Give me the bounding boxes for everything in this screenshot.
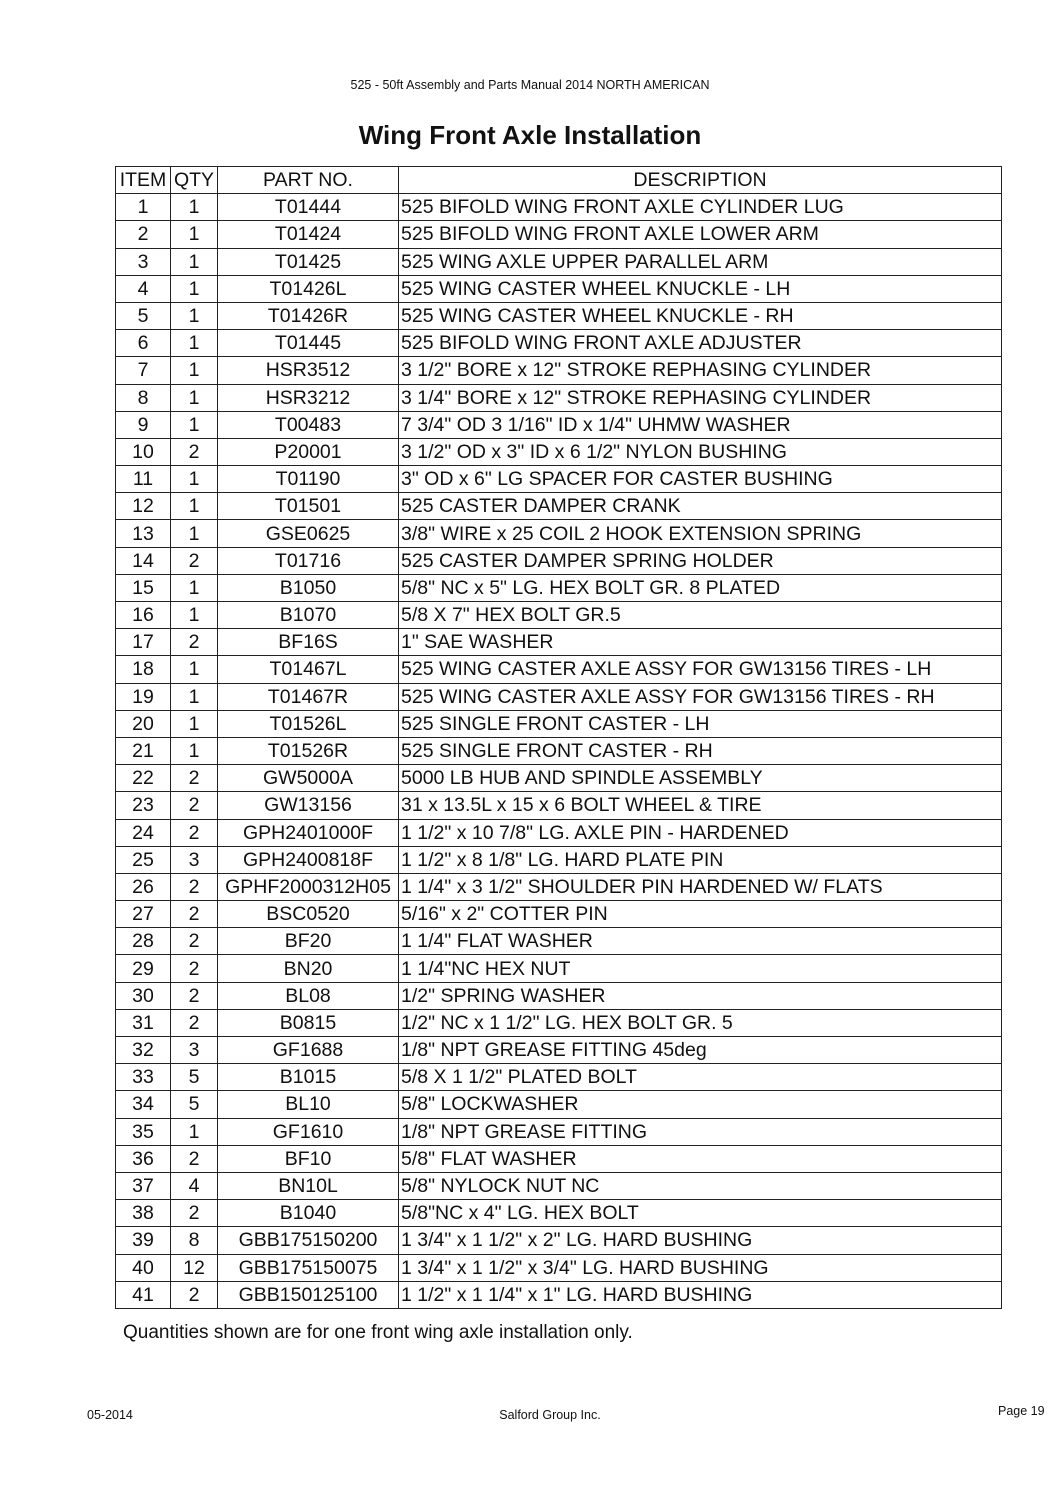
cell-part-no: T01425 xyxy=(218,248,399,275)
parts-table-body xyxy=(116,194,1002,1309)
cell-part-no: T01501 xyxy=(218,493,399,520)
cell-item: 40 xyxy=(116,1254,171,1281)
cell-item: 17 xyxy=(116,629,171,656)
cell-description: 1 1/2" x 8 1/8" LG. HARD PLATE PIN xyxy=(399,846,1002,873)
cell-description: 5/16" x 2" COTTER PIN xyxy=(399,901,1002,928)
cell-part-no: BSC0520 xyxy=(218,901,399,928)
table-row xyxy=(116,302,1002,329)
cell-part-no: GPHF2000312H05 xyxy=(218,873,399,900)
cell-qty: 1 xyxy=(171,411,218,438)
cell-qty: 2 xyxy=(171,901,218,928)
quantities-note: Quantities shown are for one front wing axle installation only. xyxy=(123,1322,633,1343)
cell-part-no: T01426L xyxy=(218,275,399,302)
cell-description: 1" SAE WASHER xyxy=(399,629,1002,656)
cell-qty: 1 xyxy=(171,466,218,493)
cell-item: 41 xyxy=(116,1281,171,1308)
cell-part-no: T01445 xyxy=(218,330,399,357)
cell-part-no: T01526L xyxy=(218,710,399,737)
cell-item: 18 xyxy=(116,656,171,683)
cell-item: 28 xyxy=(116,928,171,955)
cell-item: 12 xyxy=(116,493,171,520)
cell-part-no: BN20 xyxy=(218,955,399,982)
cell-item: 16 xyxy=(116,602,171,629)
table-row xyxy=(116,384,1002,411)
cell-description: 1 3/4" x 1 1/2" x 2" LG. HARD BUSHING xyxy=(399,1227,1002,1254)
table-row xyxy=(116,275,1002,302)
footer-page-number: Page 19 xyxy=(998,1404,1045,1418)
table-row xyxy=(116,330,1002,357)
cell-description: 5/8" NYLOCK NUT NC xyxy=(399,1172,1002,1199)
cell-item: 21 xyxy=(116,737,171,764)
cell-item: 39 xyxy=(116,1227,171,1254)
cell-item: 37 xyxy=(116,1172,171,1199)
table-row xyxy=(116,901,1002,928)
table-row xyxy=(116,737,1002,764)
cell-part-no: BL08 xyxy=(218,982,399,1009)
cell-part-no: GSE0625 xyxy=(218,520,399,547)
cell-item: 25 xyxy=(116,846,171,873)
table-row xyxy=(116,466,1002,493)
table-row xyxy=(116,656,1002,683)
cell-item: 10 xyxy=(116,438,171,465)
cell-description: 1 1/4" x 3 1/2" SHOULDER PIN HARDENED W/ FLATS xyxy=(399,873,1002,900)
cell-item: 31 xyxy=(116,1009,171,1036)
cell-item: 7 xyxy=(116,357,171,384)
cell-qty: 2 xyxy=(171,792,218,819)
cell-qty: 1 xyxy=(171,574,218,601)
column-header-part-no: PART NO. xyxy=(218,167,399,194)
cell-item: 14 xyxy=(116,547,171,574)
cell-part-no: GPH2401000F xyxy=(218,819,399,846)
cell-description: 1 1/2" x 1 1/4" x 1" LG. HARD BUSHING xyxy=(399,1281,1002,1308)
cell-qty: 2 xyxy=(171,982,218,1009)
table-row xyxy=(116,194,1002,221)
cell-qty: 1 xyxy=(171,656,218,683)
cell-part-no: T01426R xyxy=(218,302,399,329)
cell-description: 1/2" NC x 1 1/2" LG. HEX BOLT GR. 5 xyxy=(399,1009,1002,1036)
cell-description: 5000 LB HUB AND SPINDLE ASSEMBLY xyxy=(399,765,1002,792)
cell-part-no: B0815 xyxy=(218,1009,399,1036)
cell-part-no: HSR3512 xyxy=(218,357,399,384)
cell-qty: 4 xyxy=(171,1172,218,1199)
cell-item: 33 xyxy=(116,1064,171,1091)
cell-part-no: BN10L xyxy=(218,1172,399,1199)
cell-qty: 3 xyxy=(171,846,218,873)
table-row xyxy=(116,629,1002,656)
cell-description: 5/8" NC x 5" LG. HEX BOLT GR. 8 PLATED xyxy=(399,574,1002,601)
cell-item: 26 xyxy=(116,873,171,900)
table-row xyxy=(116,1091,1002,1118)
table-row xyxy=(116,982,1002,1009)
cell-description: 525 SINGLE FRONT CASTER - LH xyxy=(399,710,1002,737)
cell-description: 5/8 X 1 1/2" PLATED BOLT xyxy=(399,1064,1002,1091)
cell-description: 5/8"NC x 4" LG. HEX BOLT xyxy=(399,1200,1002,1227)
cell-part-no: B1050 xyxy=(218,574,399,601)
cell-qty: 1 xyxy=(171,737,218,764)
cell-part-no: B1040 xyxy=(218,1200,399,1227)
cell-qty: 1 xyxy=(171,384,218,411)
cell-item: 27 xyxy=(116,901,171,928)
table-row xyxy=(116,710,1002,737)
page-title: Wing Front Axle Installation xyxy=(358,120,702,150)
cell-part-no: B1015 xyxy=(218,1064,399,1091)
cell-qty: 1 xyxy=(171,493,218,520)
cell-qty: 2 xyxy=(171,629,218,656)
cell-part-no: BL10 xyxy=(218,1091,399,1118)
table-row xyxy=(116,846,1002,873)
cell-qty: 5 xyxy=(171,1064,218,1091)
cell-qty: 1 xyxy=(171,357,218,384)
cell-qty: 2 xyxy=(171,928,218,955)
table-row xyxy=(116,819,1002,846)
table-row xyxy=(116,1227,1002,1254)
cell-description: 525 WING CASTER WHEEL KNUCKLE - LH xyxy=(399,275,1002,302)
cell-qty: 2 xyxy=(171,955,218,982)
cell-item: 11 xyxy=(116,466,171,493)
cell-description: 1 3/4" x 1 1/2" x 3/4" LG. HARD BUSHING xyxy=(399,1254,1002,1281)
cell-qty: 2 xyxy=(171,819,218,846)
cell-item: 1 xyxy=(116,194,171,221)
cell-description: 7 3/4" OD 3 1/16" ID x 1/4" UHMW WASHER xyxy=(399,411,1002,438)
page-header: 525 - 50ft Assembly and Parts Manual 2014 NORTH AMERICAN xyxy=(350,78,710,92)
cell-item: 13 xyxy=(116,520,171,547)
cell-qty: 1 xyxy=(171,1118,218,1145)
table-row xyxy=(116,1118,1002,1145)
cell-qty: 2 xyxy=(171,438,218,465)
table-row xyxy=(116,1172,1002,1199)
cell-qty: 12 xyxy=(171,1254,218,1281)
cell-qty: 2 xyxy=(171,1009,218,1036)
cell-part-no: T01526R xyxy=(218,737,399,764)
cell-part-no: B1070 xyxy=(218,602,399,629)
cell-description: 3" OD x 6" LG SPACER FOR CASTER BUSHING xyxy=(399,466,1002,493)
cell-item: 34 xyxy=(116,1091,171,1118)
cell-qty: 1 xyxy=(171,683,218,710)
cell-part-no: GW5000A xyxy=(218,765,399,792)
cell-qty: 3 xyxy=(171,1037,218,1064)
cell-item: 9 xyxy=(116,411,171,438)
cell-item: 35 xyxy=(116,1118,171,1145)
cell-description: 525 BIFOLD WING FRONT AXLE LOWER ARM xyxy=(399,221,1002,248)
table-row xyxy=(116,765,1002,792)
cell-part-no: GBB175150200 xyxy=(218,1227,399,1254)
cell-description: 525 BIFOLD WING FRONT AXLE ADJUSTER xyxy=(399,330,1002,357)
cell-part-no: GW13156 xyxy=(218,792,399,819)
footer-company: Salford Group Inc. xyxy=(499,1408,601,1422)
table-row xyxy=(116,792,1002,819)
table-row xyxy=(116,1200,1002,1227)
cell-part-no: T00483 xyxy=(218,411,399,438)
cell-part-no: T01467L xyxy=(218,656,399,683)
cell-description: 525 BIFOLD WING FRONT AXLE CYLINDER LUG xyxy=(399,194,1002,221)
table-row xyxy=(116,928,1002,955)
cell-qty: 2 xyxy=(171,1281,218,1308)
table-row xyxy=(116,411,1002,438)
cell-qty: 1 xyxy=(171,221,218,248)
cell-description: 3 1/2" OD x 3" ID x 6 1/2" NYLON BUSHING xyxy=(399,438,1002,465)
cell-item: 38 xyxy=(116,1200,171,1227)
cell-description: 525 WING CASTER AXLE ASSY FOR GW13156 TIRES - LH xyxy=(399,656,1002,683)
cell-qty: 2 xyxy=(171,873,218,900)
cell-part-no: GF1688 xyxy=(218,1037,399,1064)
cell-qty: 8 xyxy=(171,1227,218,1254)
table-row xyxy=(116,873,1002,900)
cell-qty: 2 xyxy=(171,547,218,574)
cell-item: 5 xyxy=(116,302,171,329)
cell-description: 525 WING CASTER WHEEL KNUCKLE - RH xyxy=(399,302,1002,329)
cell-description: 525 CASTER DAMPER CRANK xyxy=(399,493,1002,520)
cell-qty: 1 xyxy=(171,710,218,737)
cell-item: 20 xyxy=(116,710,171,737)
cell-part-no: GBB175150075 xyxy=(218,1254,399,1281)
footer-date: 05-2014 xyxy=(87,1408,133,1422)
table-row xyxy=(116,955,1002,982)
cell-description: 3 1/4" BORE x 12" STROKE REPHASING CYLINDER xyxy=(399,384,1002,411)
cell-part-no: BF20 xyxy=(218,928,399,955)
cell-qty: 1 xyxy=(171,520,218,547)
table-row xyxy=(116,438,1002,465)
table-row xyxy=(116,1254,1002,1281)
cell-part-no: BF16S xyxy=(218,629,399,656)
cell-item: 15 xyxy=(116,574,171,601)
table-header-row xyxy=(116,167,1002,194)
cell-item: 29 xyxy=(116,955,171,982)
table-row xyxy=(116,574,1002,601)
cell-description: 5/8 X 7" HEX BOLT GR.5 xyxy=(399,602,1002,629)
cell-item: 8 xyxy=(116,384,171,411)
cell-part-no: HSR3212 xyxy=(218,384,399,411)
cell-qty: 1 xyxy=(171,330,218,357)
cell-description: 1/2" SPRING WASHER xyxy=(399,982,1002,1009)
cell-part-no: T01424 xyxy=(218,221,399,248)
cell-item: 36 xyxy=(116,1145,171,1172)
cell-description: 5/8" FLAT WASHER xyxy=(399,1145,1002,1172)
cell-part-no: P20001 xyxy=(218,438,399,465)
cell-description: 525 WING CASTER AXLE ASSY FOR GW13156 TIRES - RH xyxy=(399,683,1002,710)
cell-item: 4 xyxy=(116,275,171,302)
column-header-description: DESCRIPTION xyxy=(399,167,1002,194)
cell-qty: 5 xyxy=(171,1091,218,1118)
table-row xyxy=(116,493,1002,520)
cell-item: 6 xyxy=(116,330,171,357)
table-row xyxy=(116,1145,1002,1172)
cell-qty: 2 xyxy=(171,1200,218,1227)
cell-part-no: T01716 xyxy=(218,547,399,574)
cell-part-no: GPH2400818F xyxy=(218,846,399,873)
cell-qty: 1 xyxy=(171,194,218,221)
cell-description: 1 1/2" x 10 7/8" LG. AXLE PIN - HARDENED xyxy=(399,819,1002,846)
cell-description: 1/8" NPT GREASE FITTING 45deg xyxy=(399,1037,1002,1064)
cell-qty: 2 xyxy=(171,765,218,792)
cell-item: 22 xyxy=(116,765,171,792)
cell-description: 3/8" WIRE x 25 COIL 2 HOOK EXTENSION SPRING xyxy=(399,520,1002,547)
cell-part-no: GF1610 xyxy=(218,1118,399,1145)
table-row xyxy=(116,1009,1002,1036)
cell-part-no: T01467R xyxy=(218,683,399,710)
cell-part-no: T01190 xyxy=(218,466,399,493)
column-header-qty: QTY xyxy=(171,167,218,194)
cell-part-no: BF10 xyxy=(218,1145,399,1172)
cell-description: 525 SINGLE FRONT CASTER - RH xyxy=(399,737,1002,764)
cell-description: 1 1/4"NC HEX NUT xyxy=(399,955,1002,982)
table-row xyxy=(116,1281,1002,1308)
cell-item: 23 xyxy=(116,792,171,819)
cell-item: 2 xyxy=(116,221,171,248)
table-row xyxy=(116,357,1002,384)
table-row xyxy=(116,683,1002,710)
table-row xyxy=(116,248,1002,275)
cell-qty: 1 xyxy=(171,275,218,302)
cell-qty: 2 xyxy=(171,1145,218,1172)
column-header-item: ITEM xyxy=(116,167,171,194)
cell-qty: 1 xyxy=(171,302,218,329)
cell-description: 5/8" LOCKWASHER xyxy=(399,1091,1002,1118)
cell-description: 1/8" NPT GREASE FITTING xyxy=(399,1118,1002,1145)
table-row xyxy=(116,602,1002,629)
table-row xyxy=(116,1064,1002,1091)
cell-item: 24 xyxy=(116,819,171,846)
cell-description: 1 1/4" FLAT WASHER xyxy=(399,928,1002,955)
cell-item: 19 xyxy=(116,683,171,710)
table-row xyxy=(116,547,1002,574)
cell-description: 31 x 13.5L x 15 x 6 BOLT WHEEL & TIRE xyxy=(399,792,1002,819)
cell-description: 525 CASTER DAMPER SPRING HOLDER xyxy=(399,547,1002,574)
cell-qty: 1 xyxy=(171,602,218,629)
parts-table xyxy=(115,166,1002,1309)
cell-part-no: GBB150125100 xyxy=(218,1281,399,1308)
cell-part-no: T01444 xyxy=(218,194,399,221)
cell-qty: 1 xyxy=(171,248,218,275)
table-row xyxy=(116,1037,1002,1064)
table-row xyxy=(116,520,1002,547)
cell-item: 3 xyxy=(116,248,171,275)
table-row xyxy=(116,221,1002,248)
cell-item: 30 xyxy=(116,982,171,1009)
cell-description: 525 WING AXLE UPPER PARALLEL ARM xyxy=(399,248,1002,275)
cell-item: 32 xyxy=(116,1037,171,1064)
cell-description: 3 1/2" BORE x 12" STROKE REPHASING CYLINDER xyxy=(399,357,1002,384)
